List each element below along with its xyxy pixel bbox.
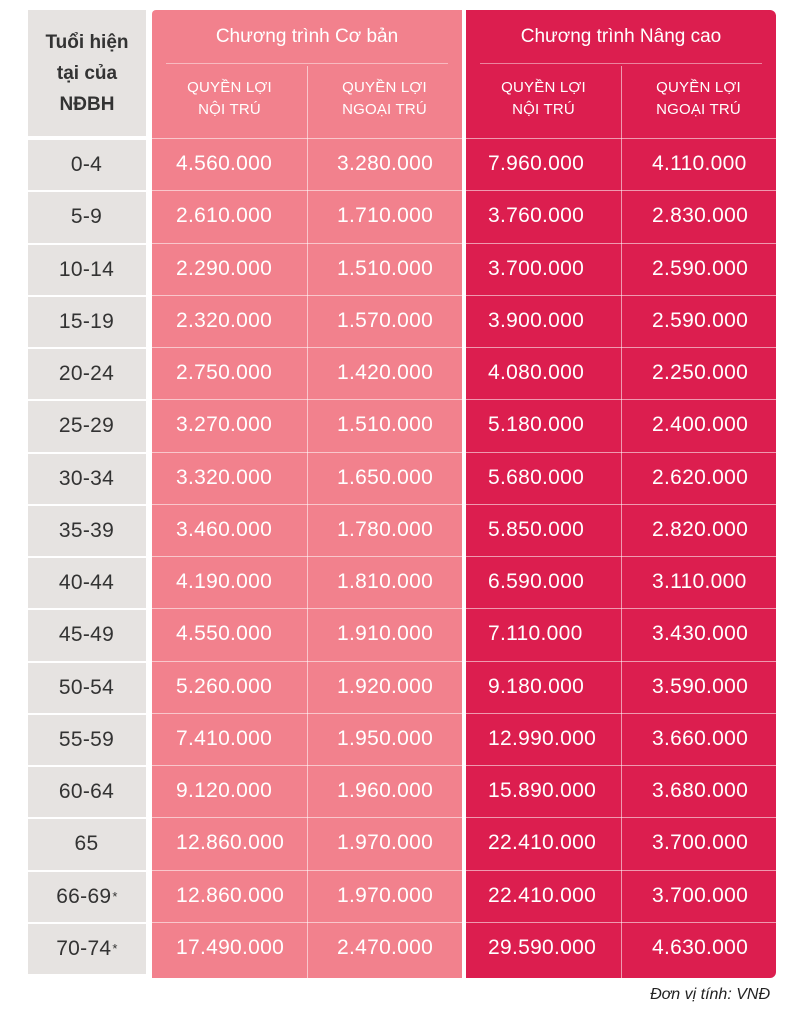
- advanced-outpatient-cell: 3.110.000: [652, 570, 747, 594]
- age-cell: [28, 556, 146, 608]
- advanced-inpatient-cell: 29.590.000: [488, 935, 597, 959]
- advanced-outpatient-header-line-2: NGOẠI TRÚ: [656, 101, 741, 118]
- age-value: 0-4: [70, 153, 103, 177]
- basic-outpatient-cell: 1.780.000: [337, 517, 434, 541]
- table-row: [28, 556, 776, 608]
- basic-inpatient-cell: 5.260.000: [176, 674, 273, 698]
- basic-inpatient-cell: 9.120.000: [176, 779, 273, 803]
- table-row: [28, 922, 776, 974]
- table-row: [28, 661, 776, 713]
- basic-outpatient-header-line-2: NGOẠI TRÚ: [342, 101, 427, 118]
- age-cell: [28, 504, 146, 556]
- basic-inpatient-cell: 7.410.000: [176, 726, 273, 750]
- age-column-header: [28, 10, 146, 136]
- basic-inpatient-cell: 4.550.000: [176, 622, 273, 646]
- basic-outpatient-cell: 1.920.000: [337, 674, 434, 698]
- age-value: 20-24: [58, 362, 115, 386]
- advanced-outpatient-cell: 2.820.000: [652, 517, 749, 541]
- advanced-inpatient-cell: 22.410.000: [488, 831, 597, 855]
- advanced-inpatient-cell: 7.110.000: [488, 622, 583, 646]
- advanced-outpatient-cell: 4.110.000: [652, 152, 747, 176]
- basic-outpatient-cell: 1.420.000: [337, 361, 434, 385]
- advanced-inpatient-cell: 6.590.000: [488, 570, 585, 594]
- table-row: [28, 713, 776, 765]
- age-value: 70-74: [56, 936, 112, 960]
- advanced-outpatient-cell: 4.630.000: [652, 935, 749, 959]
- age-cell: [28, 243, 146, 295]
- age-cell: [28, 608, 146, 660]
- advanced-inpatient-cell: 7.960.000: [488, 152, 585, 176]
- advanced-inpatient-header-line-1: QUYỀN LỢI: [501, 79, 586, 96]
- basic-inpatient-cell: 17.490.000: [176, 935, 285, 959]
- advanced-inpatient-cell: 3.700.000: [488, 256, 585, 280]
- age-cell: [28, 765, 146, 817]
- advanced-outpatient-header-line-1: QUYỀN LỢI: [656, 79, 741, 96]
- advanced-inpatient-cell: 5.680.000: [488, 465, 585, 489]
- advanced-inpatient-cell: 22.410.000: [488, 883, 597, 907]
- table-row: [28, 452, 776, 504]
- age-value: 55-59: [58, 727, 115, 751]
- basic-inpatient-cell: 4.560.000: [176, 152, 273, 176]
- table-row: [28, 138, 776, 190]
- basic-outpatient-cell: 1.960.000: [337, 779, 434, 803]
- basic-outpatient-cell: 1.970.000: [337, 883, 434, 907]
- age-value: 60-64: [58, 780, 115, 804]
- advanced-inpatient-cell: 15.890.000: [488, 779, 597, 803]
- basic-inpatient-header-line-1: QUYỀN LỢI: [187, 79, 272, 96]
- table-row: [28, 347, 776, 399]
- table-body: [28, 138, 776, 974]
- advanced-outpatient-cell: 2.250.000: [652, 361, 749, 385]
- age-header-line-3: NĐBH: [59, 93, 115, 115]
- basic-outpatient-cell: 1.810.000: [337, 570, 434, 594]
- age-value: 65: [74, 832, 99, 856]
- advanced-program-title: Chương trình Nâng cao: [520, 26, 722, 47]
- basic-header-divider: [166, 63, 448, 64]
- advanced-inpatient-cell: 5.180.000: [488, 413, 585, 437]
- age-cell: [28, 347, 146, 399]
- advanced-outpatient-cell: 3.660.000: [652, 726, 749, 750]
- basic-inpatient-cell: 3.270.000: [176, 413, 273, 437]
- basic-outpatient-cell: 1.510.000: [337, 256, 434, 280]
- basic-inpatient-cell: 3.320.000: [176, 465, 273, 489]
- age-value: 15-19: [58, 309, 115, 333]
- age-cell: [28, 661, 146, 713]
- age-value: 30-34: [58, 466, 115, 490]
- advanced-outpatient-cell: 3.700.000: [652, 831, 749, 855]
- advanced-inpatient-cell: 3.900.000: [488, 308, 585, 332]
- basic-inpatient-cell: 2.320.000: [176, 308, 273, 332]
- advanced-inpatient-cell: 9.180.000: [488, 674, 585, 698]
- age-cell: [28, 399, 146, 451]
- premium-table: [28, 10, 776, 978]
- age-value: 10-14: [58, 257, 115, 281]
- basic-inpatient-header-line-2: NỘI TRÚ: [198, 101, 261, 118]
- advanced-outpatient-cell: 3.700.000: [652, 883, 749, 907]
- table-row: [28, 817, 776, 869]
- advanced-inpatient-cell: 4.080.000: [488, 361, 585, 385]
- basic-outpatient-cell: 1.570.000: [337, 308, 434, 332]
- age-cell: [28, 138, 146, 190]
- basic-outpatient-header: [307, 77, 462, 121]
- age-cell: [28, 713, 146, 765]
- table-row: [28, 399, 776, 451]
- basic-inpatient-header: [152, 77, 307, 121]
- advanced-outpatient-cell: 2.590.000: [652, 308, 749, 332]
- age-cell: [28, 922, 146, 974]
- advanced-outpatient-cell: 2.400.000: [652, 413, 749, 437]
- table-row: [28, 190, 776, 242]
- basic-outpatient-cell: 1.650.000: [337, 465, 434, 489]
- basic-outpatient-cell: 1.710.000: [337, 204, 434, 228]
- advanced-inpatient-header: [466, 77, 621, 121]
- age-value: 5-9: [70, 205, 103, 229]
- advanced-header-divider: [480, 63, 762, 64]
- advanced-outpatient-cell: 2.620.000: [652, 465, 749, 489]
- basic-outpatient-cell: 2.470.000: [337, 935, 434, 959]
- table-row: [28, 295, 776, 347]
- table-row: [28, 608, 776, 660]
- advanced-outpatient-header: [621, 77, 776, 121]
- advanced-inpatient-header-line-2: NỘI TRÚ: [512, 101, 575, 118]
- table-row: [28, 870, 776, 922]
- age-cell: [28, 817, 146, 869]
- advanced-outpatient-cell: 3.590.000: [652, 674, 749, 698]
- age-cell: [28, 190, 146, 242]
- age-header-line-2: tại của: [56, 62, 118, 84]
- basic-outpatient-cell: 1.970.000: [337, 831, 434, 855]
- table-row: [28, 243, 776, 295]
- advanced-inpatient-cell: 3.760.000: [488, 204, 585, 228]
- age-value: 25-29: [58, 414, 115, 438]
- age-header-line-1: Tuổi hiện: [45, 31, 129, 53]
- basic-inpatient-cell: 4.190.000: [176, 570, 273, 594]
- age-cell: [28, 295, 146, 347]
- basic-inpatient-cell: 2.610.000: [176, 204, 273, 228]
- basic-inpatient-cell: 12.860.000: [176, 831, 285, 855]
- basic-outpatient-cell: 3.280.000: [337, 152, 434, 176]
- advanced-outpatient-cell: 3.430.000: [652, 622, 749, 646]
- basic-inpatient-cell: 3.460.000: [176, 517, 273, 541]
- basic-inpatient-cell: 2.750.000: [176, 361, 273, 385]
- basic-outpatient-cell: 1.910.000: [337, 622, 434, 646]
- advanced-outpatient-cell: 2.830.000: [652, 204, 749, 228]
- age-cell: [28, 452, 146, 504]
- advanced-inpatient-cell: 5.850.000: [488, 517, 585, 541]
- unit-note: Đơn vị tính: VNĐ: [650, 986, 770, 1003]
- age-cell: [28, 870, 146, 922]
- basic-outpatient-header-line-1: QUYỀN LỢI: [342, 79, 427, 96]
- age-value: 45-49: [58, 623, 115, 647]
- age-value: 66-69: [56, 884, 112, 908]
- footnote-marker: *: [112, 941, 118, 957]
- basic-program-title: Chương trình Cơ bản: [215, 26, 399, 47]
- advanced-inpatient-cell: 12.990.000: [488, 726, 597, 750]
- table-row: [28, 765, 776, 817]
- advanced-outpatient-cell: 2.590.000: [652, 256, 749, 280]
- basic-inpatient-cell: 12.860.000: [176, 883, 285, 907]
- age-value: 35-39: [58, 518, 115, 542]
- table-row: [28, 504, 776, 556]
- advanced-outpatient-cell: 3.680.000: [652, 779, 749, 803]
- age-value: 50-54: [58, 675, 115, 699]
- basic-outpatient-cell: 1.510.000: [337, 413, 434, 437]
- basic-inpatient-cell: 2.290.000: [176, 256, 273, 280]
- basic-outpatient-cell: 1.950.000: [337, 726, 434, 750]
- footnote-marker: *: [112, 889, 118, 905]
- age-value: 40-44: [58, 571, 115, 595]
